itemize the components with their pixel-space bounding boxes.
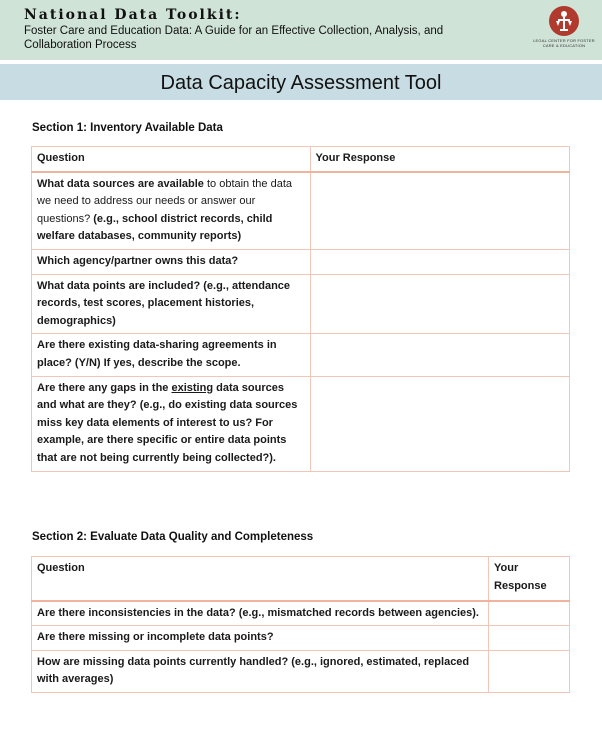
- question-underlined-word: existing: [171, 381, 214, 394]
- response-cell[interactable]: [310, 274, 570, 334]
- response-cell[interactable]: [310, 334, 570, 376]
- page-title: Data Capacity Assessment Tool: [160, 72, 442, 94]
- question-example: (e.g., school district records, child welfare databases, community reports): [37, 212, 273, 243]
- question-text: to obtain the data we need to address our needs or answer our questions?: [37, 177, 292, 225]
- column-header-response: Your Response: [310, 147, 570, 172]
- question-text: data sources and what are they? (e.g., do existing data sources miss key data elements of interest to us? For example, are there specific or entire data points that are not being currently being collected?).: [37, 381, 298, 464]
- table-row: [32, 334, 570, 376]
- question-text: Are there any gaps in the: [37, 381, 172, 394]
- question-text-bold: What data sources are available: [37, 177, 204, 190]
- table-row: [32, 626, 570, 651]
- question-cell: What data points are included? (e.g., attendance records, test scores, placement histories, demographics): [32, 274, 311, 334]
- toolkit-title: National Data Toolkit:: [24, 7, 242, 23]
- section2-heading: Section 2: Evaluate Data Quality and Completeness: [32, 531, 314, 543]
- question-cell: Are there missing or incomplete data points?: [32, 626, 489, 651]
- question-cell: How are missing data points currently handled? (e.g., ignored, estimated, replaced with averages): [32, 650, 489, 692]
- organization-logo: [532, 6, 596, 56]
- table-row: [32, 274, 570, 334]
- table-row: [32, 172, 570, 250]
- table-header-row: [32, 147, 570, 172]
- column-header-response: Your Response: [489, 557, 570, 601]
- table-row: [32, 376, 570, 471]
- scales-of-justice-figure-icon: [549, 6, 579, 36]
- response-cell[interactable]: [310, 376, 570, 471]
- table-row: [32, 650, 570, 692]
- toolkit-subtitle: Foster Care and Education Data: A Guide for an Effective Collection, Analysis, and Collaboration Process: [24, 25, 444, 51]
- response-cell[interactable]: [310, 172, 570, 250]
- response-cell[interactable]: [489, 601, 570, 626]
- column-header-question: Question: [32, 147, 311, 172]
- table-row: [32, 601, 570, 626]
- section1-table: [31, 146, 570, 472]
- section2-table: [31, 556, 570, 693]
- question-cell: [32, 172, 311, 250]
- table-header-row: [32, 557, 570, 601]
- response-cell[interactable]: [489, 626, 570, 651]
- section1-heading: Section 1: Inventory Available Data: [32, 122, 223, 134]
- question-cell: Are there inconsistencies in the data? (e.g., mismatched records between agencies).: [32, 601, 489, 626]
- table-row: [32, 249, 570, 274]
- response-cell[interactable]: [310, 249, 570, 274]
- question-cell: [32, 376, 311, 471]
- column-header-question: Question: [32, 557, 489, 601]
- question-cell: Are there existing data-sharing agreements in place? (Y/N) If yes, describe the scope.: [32, 334, 311, 376]
- logo-text: LEGAL CENTER FOR FOSTER CARE & EDUCATION: [533, 38, 595, 48]
- response-cell[interactable]: [489, 650, 570, 692]
- question-cell: Which agency/partner owns this data?: [32, 249, 311, 274]
